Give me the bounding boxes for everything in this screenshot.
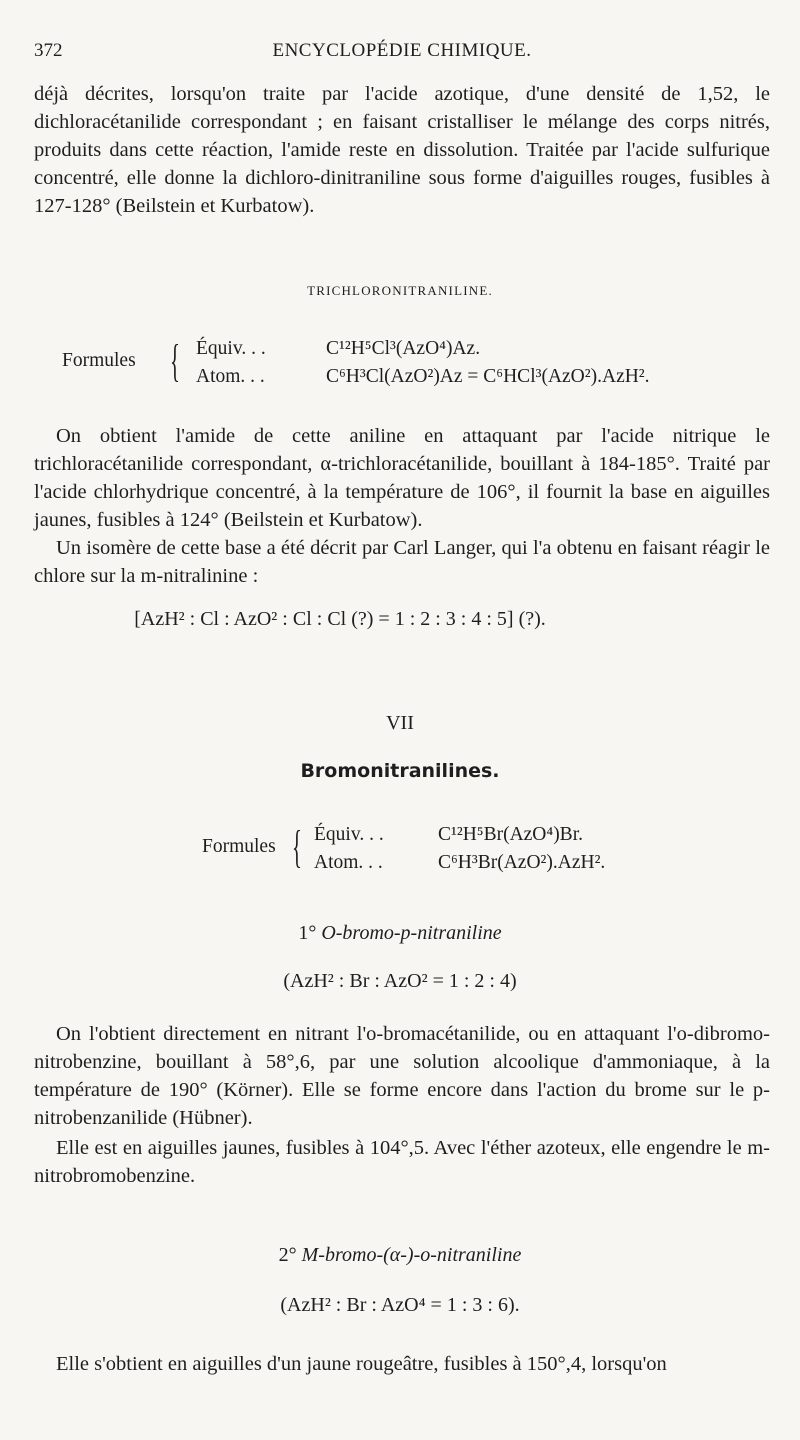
- formula-block-1: [0, 336, 800, 396]
- paragraph-5: [34, 1134, 770, 1190]
- subsection-number: 1°: [298, 922, 317, 944]
- running-title: ENCYCLOPÉDIE CHIMIQUE.: [272, 40, 532, 61]
- page-header: [34, 40, 770, 66]
- section-numeral: VII: [386, 712, 414, 734]
- atom-formula: C⁶H³Br(AzO²).AzH².: [438, 852, 606, 873]
- ratio-formula-3: (AzH² : Br : AzO⁴ = 1 : 3 : 6).: [280, 1294, 520, 1316]
- subsection-number: 2°: [278, 1244, 297, 1266]
- ratio-formula-1: [AzH² : Cl : AzO² : Cl : Cl (?) = 1 : 2 : 3 : 4 : 5] (?).: [134, 608, 546, 630]
- paragraph-text: Elle s'obtient en aiguilles d'un jaune rougeâtre, fusibles à 150°,4, lorsqu'on: [56, 1353, 667, 1375]
- formula-block-2: [0, 822, 800, 882]
- atom-label: Atom. . .: [314, 852, 383, 873]
- brace-icon: {: [292, 821, 302, 872]
- paragraph-6: [34, 1350, 770, 1378]
- page-number: 372: [34, 40, 63, 61]
- section-title: Bromonitranilines.: [300, 760, 500, 782]
- equiv-formula: C¹²H⁵Br(AzO⁴)Br.: [438, 824, 583, 845]
- paragraph-text: Elle est en aiguilles jaunes, fusibles à 104°,5. Avec l'éther azoteux, elle engendre le m-nitrobromobenzine.: [34, 1137, 770, 1187]
- subsection-title: M-bromo-(α-)-o-nitraniline: [301, 1244, 522, 1266]
- paragraph-2: [34, 422, 770, 534]
- subsection-title: O-bromo-p-nitraniline: [321, 922, 502, 944]
- paragraph-3: [34, 534, 770, 590]
- ratio-formula-2: (AzH² : Br : AzO² = 1 : 2 : 4): [283, 970, 517, 992]
- paragraph-4: [34, 1020, 770, 1132]
- brace-icon: {: [170, 335, 180, 386]
- equiv-formula: C¹²H⁵Cl³(AzO⁴)Az.: [326, 338, 481, 359]
- atom-formula: C⁶H³Cl(AzO²)Az = C⁶HCl³(AzO²).AzH².: [326, 366, 650, 387]
- paragraph-text: Un isomère de cette base a été décrit par Carl Langer, qui l'a obtenu en faisant réagir le chlore sur la m-nitralinine :: [34, 537, 770, 587]
- paragraph-text: déjà décrites, lorsqu'on traite par l'acide azotique, d'une densité de 1,52, le dichloracétanilide correspondant ; en faisant cristalliser le mélange des corps nitrés, produits dans cette réaction, l'amide reste en dissolution. Traitée par l'acide sulfurique concentré, elle donne la dichloro-dinitraniline sous forme d'aiguilles rouges, fusibles à 127-128° (Beilstein et Kurbatow).: [34, 83, 770, 217]
- equiv-label: Équiv. . .: [314, 824, 384, 845]
- equiv-label: Équiv. . .: [196, 338, 266, 359]
- formula-label: Formules: [202, 836, 276, 857]
- paragraph-text: On obtient l'amide de cette aniline en attaquant par l'acide nitrique le trichloracétanilide correspondant, α-trichloracétanilide, bouillant à 184-185°. Traité par l'acide chlorhydrique concentré, à la température de 106°, il fournit la base en aiguilles jaunes, fusibles à 124° (Beilstein et Kurbatow).: [34, 425, 770, 531]
- subsection-1-heading: [0, 922, 800, 945]
- subheading-trichloronitraniline: TRICHLORONITRANILINE.: [307, 283, 493, 298]
- subsection-2-heading: [0, 1244, 800, 1267]
- formula-label: Formules: [62, 350, 136, 371]
- paragraph-text: On l'obtient directement en nitrant l'o-bromacétanilide, ou en attaquant l'o-dibromo-nitrobenzine, bouillant à 58°,6, par une solution alcoolique d'ammoniaque, à la température de 190° (Körner). Elle se forme encore dans l'action du brome sur le p-nitrobenzanilide (Hübner).: [34, 1023, 770, 1129]
- paragraph-1: [34, 80, 770, 220]
- atom-label: Atom. . .: [196, 366, 265, 387]
